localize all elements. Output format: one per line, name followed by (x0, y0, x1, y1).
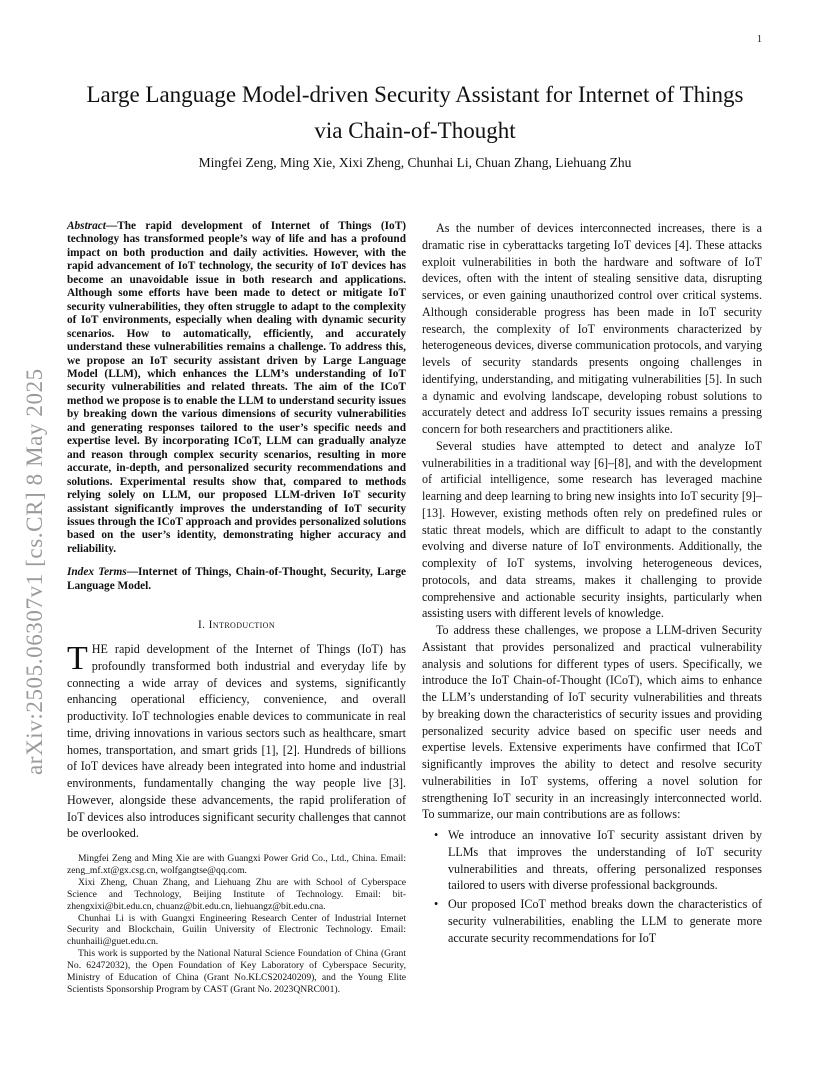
footnote-funding: This work is supported by the National Natural Science Foundation of China (Grant No. 62472032), the Open Foundation of Key Laboratory of Cyberspace Security, Ministry of Education of China (Grant No.KLCS20240209), and the Young Elite Scientists Sponsorship Program by CAST (Grant No. 2023QNRC001). (67, 948, 406, 995)
section-number: I. (197, 619, 209, 632)
arxiv-identifier: arXiv:2505.06307v1 [cs.CR] 8 May 2025 (22, 368, 47, 775)
bullet-icon: • (434, 828, 439, 842)
section-title: Introduction (208, 619, 276, 632)
contribution-item (422, 827, 762, 894)
intro-paragraph-1-text: rapid development of the Internet of Things (IoT) has profoundly transformed both industrial and everyday life by connecting a wide array of devices and systems, significantly enhancing operational efficiency, convenience, and overall productivity. IoT technologies enable devices to communicate in real time, driving innovations in various sectors such as healthcare, smart homes, transportation, and smart grids [1], [2]. Hundreds of billions of IoT devices have already been integrated into home and industrial environments, fundamentally changing the way people live [3]. However, alongside these advancements, the rapid proliferation of IoT devices also introduces significant security challenges that cannot be overlooked. (67, 642, 406, 841)
footnote-affiliation-1: Mingfei Zeng and Ming Xie are with Guangxi Power Grid Co., Ltd., China. Email: zeng_mf.xt@gx.csg.cn, wolfgangtse@qq.com. (67, 853, 406, 876)
index-terms (67, 566, 406, 593)
left-column (67, 220, 406, 842)
intro-paragraph-4: To address these challenges, we propose a LLM-driven Security Assistant that provides personalized and practical vulnerability analysis and solutions for different types of users. Specifically, we introduce the IoT Chain-of-Thought (ICoT), which aims to enhance the LLM’s understanding of IoT security vulnerabilities and threats by breaking down the characteristics of security issues and providing personalized security advice based on specific user needs and expertise levels. Extensive experiments have confirmed that ICoT significantly improves the ability to detect and resolve security vulnerabilities in IoT systems, offering a novel solution for strengthening IoT security in an increasingly interconnected world. To summarize, our main contributions are as follows: (422, 623, 762, 822)
contribution-text: We introduce an innovative IoT security assistant driven by LLMs that improves the understanding of IoT security vulnerabilities and threats, offering personalized responses tailored to users with diverse professional backgrounds. (448, 828, 762, 893)
first-word-rest: HE (91, 642, 108, 657)
footnotes (67, 853, 406, 996)
index-terms-text: —Internet of Things, Chain-of-Thought, Security, Large Language Model. (67, 566, 406, 592)
intro-paragraph-1 (67, 641, 406, 842)
bullet-icon: • (434, 897, 439, 911)
intro-paragraph-3: Several studies have attempted to detect and analyze IoT vulnerabilities in a traditional way [6]–[8], and with the development of artificial intelligence, some research has leveraged machine learning and deep learning to bring new insights into IoT security [9]–[13]. However, existing methods often rely on predefined rules or static threat models, which are difficult to adapt to the constantly evolving and diverse nature of IoT environments. Additionally, the complexity of IoT systems, involving heterogeneous devices, protocols, and data streams, makes it challenging to provide comprehensive and actionable security insights, particularly when assisting users with different levels of knowledge. (422, 438, 763, 621)
footnote-affiliation-3: Chunhai Li is with Guangxi Engineering Research Center of Industrial Internet Security and Blockchain, Guilin University of Electronic Technology. Email: chunhaili@guet.edu.cn. (67, 912, 406, 948)
abstract-label: Abstract (67, 220, 106, 232)
section-heading-introduction (67, 619, 406, 631)
abstract-text: —The rapid development of Internet of Things (IoT) technology has transformed people’s way of life and has a profound impact on both production and daily activities. However, with the rapid advancement of IoT technology, the security of IoT devices has become an unavoidable issue in both research and applications. Although some efforts have been made to detect or mitigate IoT security vulnerabilities, they often struggle to adapt to the complexity of IoT environments, especially when dealing with dynamic security scenarios. How to automatically, efficiently, and accurately understand these vulnerabilities remains a challenge. To address this, we propose an IoT security assistant driven by Large Language Model (LLM), which enhances the LLM’s understanding of IoT security vulnerabilities and related threats. The aim of the ICoT method we propose is to enable the LLM to understand security issues by breaking down the various dimensions of security vulnerabilities and generating responses tailored to the user’s specific needs and expertise level. By incorporating ICoT, LLM can gradually analyze and reason through complex security scenarios, resulting in more accurate, in-depth, and personalized security recommendations and solutions. Experimental results show that, compared to methods relying solely on LLM, our proposed LLM-driven IoT security assistant significantly improves the understanding of IoT security issues through the ICoT approach and provides personalized solutions based on the user’s identity, demonstrating higher accuracy and reliability. (67, 220, 406, 555)
abstract (67, 220, 406, 556)
intro-paragraph-2: As the number of devices interconnected increases, there is a dramatic rise in cyberattacks targeting IoT devices [4]. These attacks exploit vulnerabilities in both the hardware and software of IoT devices, often with the intent of stealing sensitive data, disrupting services, or even gaining unauthorized control over critical systems. Although considerable progress has been made in IoT security research, the complexity of IoT environments characterized by heterogeneous devices, diverse communication protocols, and varying levels of security standards presents ongoing challenges in identifying, understanding, and mitigating vulnerabilities [5]. In such a dynamic and evolving landscape, developing robust solutions to accurately detect and address IoT security issues remains a pressing concern for both researchers and practitioners alike. (422, 221, 762, 436)
drop-cap: T (67, 640, 88, 678)
contribution-text: Our proposed ICoT method breaks down the characteristics of security vulnerabilities, enabling the LLM to generate more accurate security recommendations for IoT (448, 897, 762, 945)
author-list: Mingfei Zeng, Ming Xie, Xixi Zheng, Chunhai Li, Chuan Zhang, Liehuang Zhu (198, 155, 632, 170)
right-column (422, 220, 762, 948)
paper-title: Large Language Model-driven Security Assistant for Internet of Things via Chain-of-Thought (86, 82, 744, 143)
index-terms-label: Index Terms (67, 566, 127, 579)
footnote-affiliation-2: Xixi Zheng, Chuan Zhang, and Liehuang Zhu are with School of Cyberspace Science and Technology, Beijing Institute of Technology. Email: bit-zhengxixi@bit.edu.cn, chuanz@bit.edu.cn, liehuangz@bit.edu.cna. (67, 876, 406, 912)
contribution-item (422, 896, 762, 946)
contributions-list (422, 827, 762, 946)
page-number: 1 (757, 34, 762, 45)
